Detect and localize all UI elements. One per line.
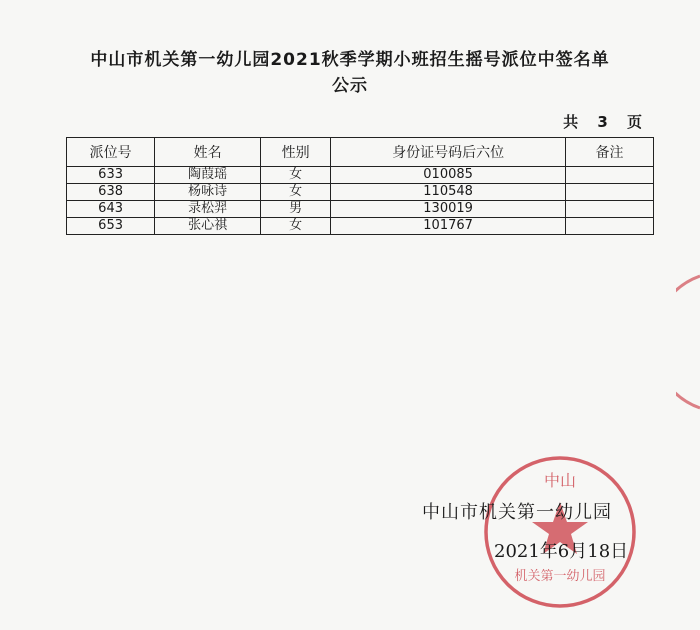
roster-table	[66, 137, 654, 235]
issuing-organization: 中山市机关第一幼儿园	[422, 502, 612, 523]
cell-name: 陶葭瑶	[155, 167, 261, 184]
document-title: 中山市机关第一幼儿园2021秋季学期小班招生摇号派位中签名单	[90, 50, 610, 70]
cell-id-last-six: 130019	[331, 201, 566, 218]
table-header-row	[67, 138, 654, 167]
header-id-last-six: 身份证号码后六位	[331, 138, 566, 167]
cell-remarks	[565, 201, 653, 218]
seal-bottom-text: 机关第一幼儿园	[514, 569, 606, 584]
cell-gender: 女	[261, 218, 331, 235]
cell-remarks	[565, 218, 653, 235]
partial-seal-edge	[676, 272, 700, 412]
cell-remarks	[565, 167, 653, 184]
header-remarks: 备注	[565, 138, 653, 167]
cell-gender: 男	[261, 201, 331, 218]
cell-gender: 女	[261, 184, 331, 201]
cell-dispatch-number: 653	[67, 218, 155, 235]
cell-dispatch-number: 643	[67, 201, 155, 218]
seal-top-text: 中山	[543, 471, 577, 490]
cell-dispatch-number: 638	[67, 184, 155, 201]
header-dispatch-number: 派位号	[67, 138, 155, 167]
header-name: 姓名	[155, 138, 261, 167]
cell-id-last-six: 010085	[331, 167, 566, 184]
document-subtitle: 公示	[332, 76, 368, 96]
table-row	[67, 167, 654, 184]
cell-remarks	[565, 184, 653, 201]
official-seal	[480, 452, 640, 612]
cell-id-last-six: 101767	[331, 218, 566, 235]
table-row	[67, 218, 654, 235]
table-row	[67, 201, 654, 218]
page-count: 共 3 页	[563, 113, 642, 131]
cell-name: 杨咏诗	[155, 184, 261, 201]
header-gender: 性别	[261, 138, 331, 167]
table-row	[67, 184, 654, 201]
cell-name: 录松羿	[155, 201, 261, 218]
cell-id-last-six: 110548	[331, 184, 566, 201]
cell-name: 张心祺	[155, 218, 261, 235]
cell-dispatch-number: 633	[67, 167, 155, 184]
cell-gender: 女	[261, 167, 331, 184]
issue-date: 2021年6月18日	[494, 541, 629, 562]
